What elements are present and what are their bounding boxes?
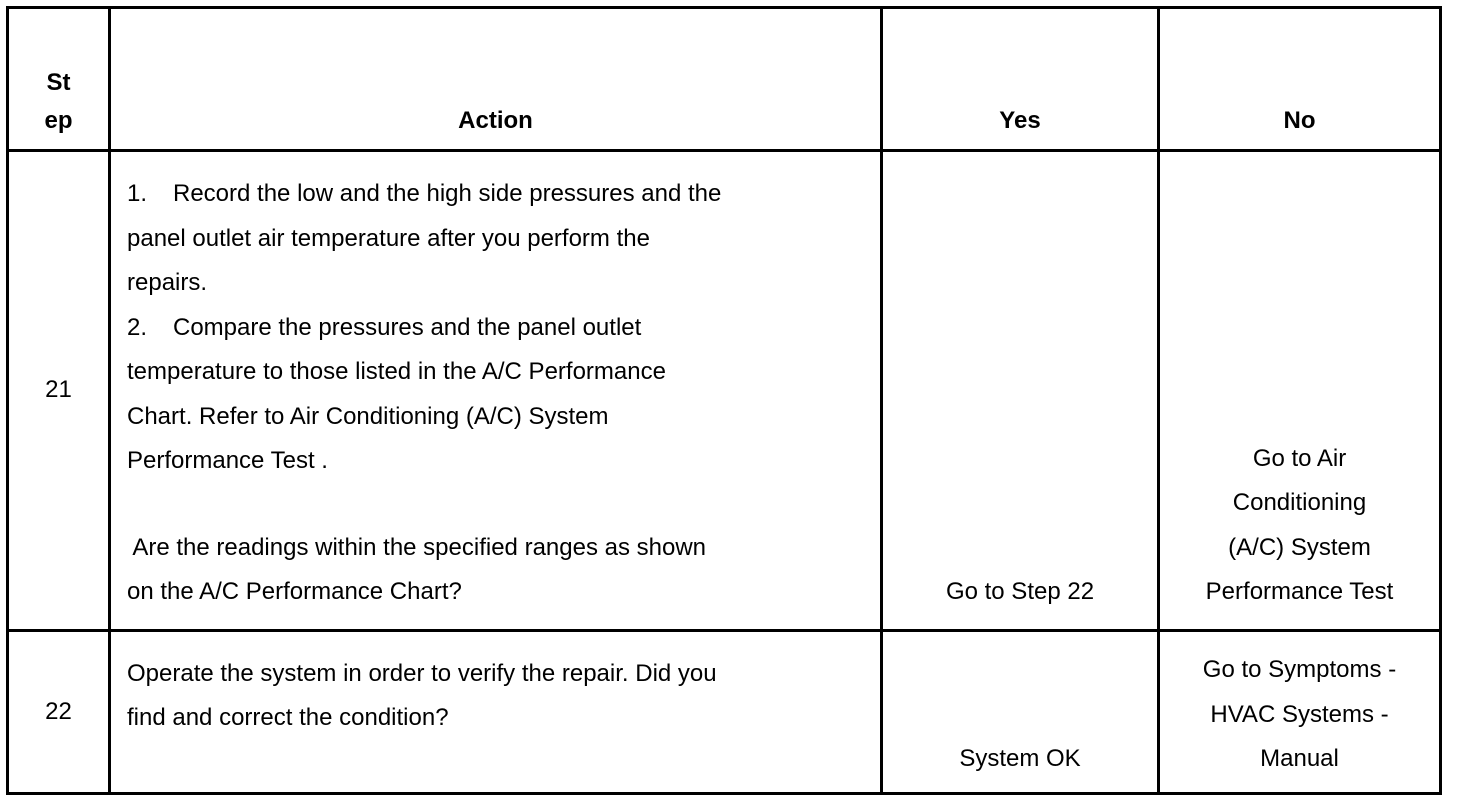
- table-row: [8, 151, 1441, 631]
- no-text: Go to Symptoms -: [1202, 656, 1397, 683]
- action-line: Chart. Refer to Air Conditioning (A/C) System: [127, 402, 609, 430]
- step-number: 22: [8, 630, 110, 793]
- action-line: temperature to those listed in the A/C Performance: [127, 358, 666, 385]
- action-line: repairs.: [127, 269, 208, 296]
- no-text: HVAC Systems -: [1210, 700, 1389, 728]
- action-line: [127, 172, 820, 217]
- action-line: find and correct the condition?: [127, 704, 449, 731]
- step-item-number: 2.: [127, 313, 148, 341]
- no-cell: [1159, 151, 1441, 631]
- header-yes: Yes: [882, 8, 1159, 151]
- header-row: [8, 8, 1441, 151]
- no-text: Performance Test: [1205, 578, 1394, 605]
- yes-cell: [882, 630, 1159, 793]
- action-line: [127, 306, 820, 351]
- step-item-number: 1.: [127, 180, 148, 207]
- header-no: No: [1159, 8, 1441, 151]
- action-cell: [110, 151, 882, 631]
- action-line: Performance Test .: [127, 447, 328, 474]
- header-step-line-2: ep: [44, 107, 73, 134]
- action-line: panel outlet air temperature after you perform the: [127, 224, 650, 252]
- no-text: (A/C) System: [1228, 533, 1371, 561]
- header-step-line-1: St: [46, 69, 71, 96]
- action-text: Record the low and the high side pressures and the: [173, 180, 722, 207]
- header-step: [8, 8, 110, 151]
- diagnostic-table: [6, 6, 1442, 795]
- spacer: [127, 484, 820, 526]
- action-text: Compare the pressures and the panel outlet: [173, 313, 642, 341]
- question-line: Are the readings within the specified ranges as shown: [127, 533, 707, 561]
- yes-text: System OK: [959, 745, 1081, 772]
- action-cell: [110, 630, 882, 793]
- no-cell: [1159, 630, 1441, 793]
- yes-cell: [882, 151, 1159, 631]
- no-text: Conditioning: [1232, 489, 1367, 516]
- question-line: on the A/C Performance Chart?: [127, 578, 462, 605]
- step-number: 21: [8, 151, 110, 631]
- action-line: Operate the system in order to verify the repair. Did you: [127, 659, 717, 687]
- table-row: [8, 630, 1441, 793]
- header-action: Action: [110, 8, 882, 151]
- yes-text: Go to Step 22: [945, 578, 1095, 605]
- no-text: Go to Air: [1252, 444, 1347, 472]
- no-text: Manual: [1260, 745, 1339, 772]
